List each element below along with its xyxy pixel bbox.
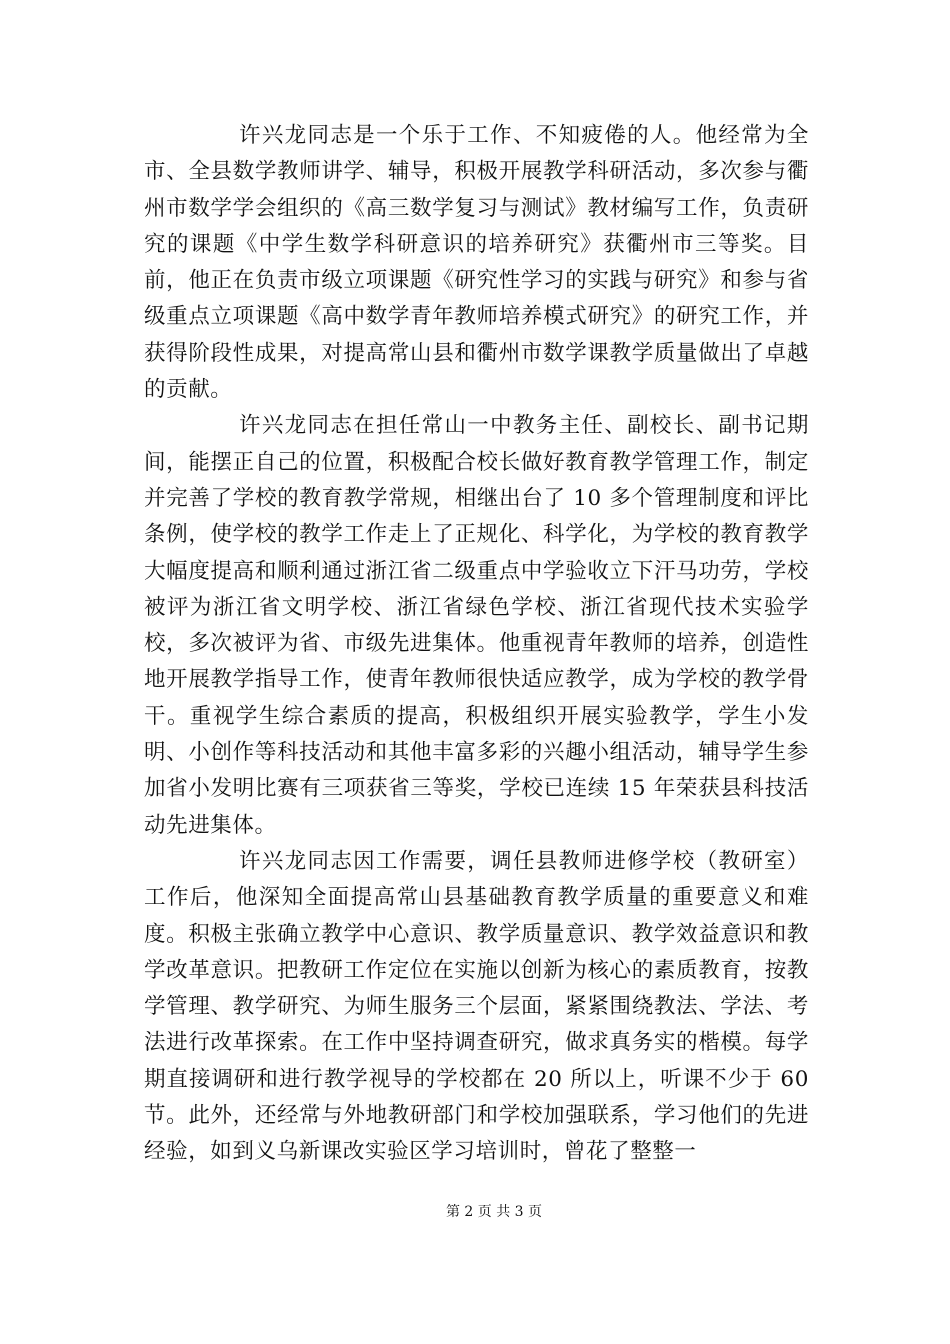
document-body (144, 118, 809, 1171)
paragraph-2: 许兴龙同志在担任常山一中教务主任、副校长、副书记期间，能摆正自己的位置，积极配合校长做好教育教学管理工作，制定并完善了学校的教育教学常规，相继出台了 10 多个管理制度和评比条例，使学校的教学工作走上了正规化、科学化，为学校的教育教学大幅度提高和顺利通过浙江省二级重点中学验收立下汗马功劳，学校被评为浙江省文明学校、浙江省绿色学校、浙江省现代技术实验学校，多次被评为省、市级先进集体。他重视青年教师的培养，创造性地开展教学指导工作，使青年教师很快适应教学，成为学校的教学骨干。重视学生综合素质的提高，积极组织开展实验教学，学生小发明、小创作等科技活动和其他丰富多彩的兴趣小组活动，辅导学生参加省小发明比赛有三项获省三等奖，学校已连续 15 年荣获县科技活动先进集体。 (144, 413, 809, 838)
page-footer (0, 1203, 950, 1221)
page-number-label: 第 2 页 共 3 页 (445, 1204, 543, 1220)
paragraph-1: 许兴龙同志是一个乐于工作、不知疲倦的人。他经常为全市、全县数学教师讲学、辅导，积极开展教学科研活动，多次参与衢州市数学学会组织的《高三数学复习与测试》教材编写工作，负责研究的课题《中学生数学科研意识的培养研究》获衢州市三等奖。目前，他正在负责市级立项课题《研究性学习的实践与研究》和参与省级重点立项课题《高中数学青年教师培养模式研究》的研究工作，并获得阶段性成果，对提高常山县和衢州市数学课教学质量做出了卓越的贡献。 (144, 123, 809, 403)
paragraph-3: 许兴龙同志因工作需要，调任县教师进修学校（教研室）工作后，他深知全面提高常山县基础教育教学质量的重要意义和难度。积极主张确立教学中心意识、教学质量意识、教学效益意识和教学改革意识。把教研工作定位在实施以创新为核心的素质教育，按教学管理、教学研究、为师生服务三个层面，紧紧围绕教法、学法、考法进行改革探索。在工作中坚持调查研究，做求真务实的楷模。每学期直接调研和进行教学视导的学校都在 20 所以上，听课不少于 60 节。此外，还经常与外地教研部门和学校加强联系，学习他们的先进经验，如到义乌新课改实验区学习培训时，曾花了整整一 (144, 848, 809, 1165)
